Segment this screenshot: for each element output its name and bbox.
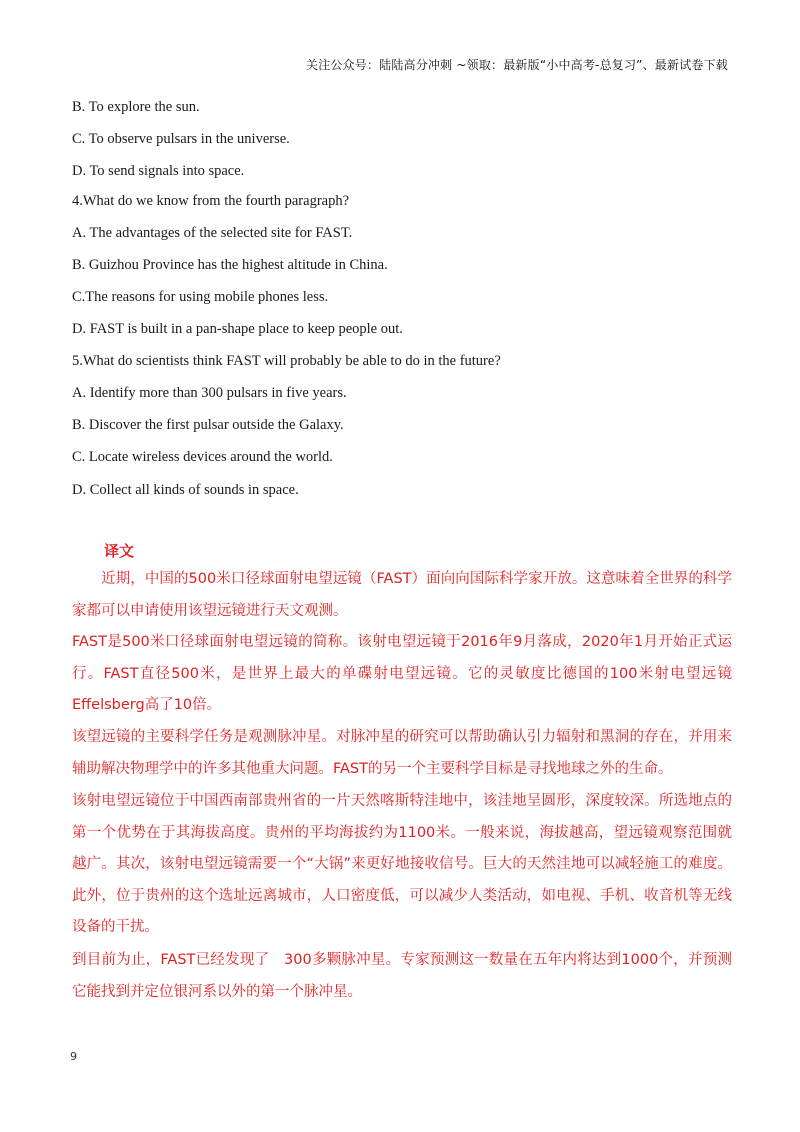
option-line: C. Locate wireless devices around the world. [72,449,333,465]
question-5: 5.What do scientists think FAST will probably be able to do in the future? [72,353,501,369]
option-line: A. Identify more than 300 pulsars in five years. [72,385,347,401]
translation-paragraph-4: 该射电望远镜位于中国西南部贵州省的一片天然喀斯特洼地中，该洼地呈圆形，深度较深。所选地点的第一个优势在于其海拔高度。贵州的平均海拔约为1100米。一般来说，海拔越高，望远镜观察范围就越广。其次，该射电望远镜需要一个“大锅”来更好地接收信号。巨大的天然洼地可以减轻施工的难度。此外，位于贵州的这个选址远离城市，人口密度低，可以减少人类活动，如电视、手机、收音机等无线设备的干扰。 [72,793,732,935]
option-line: B. To explore the sun. [72,99,200,115]
translation-paragraph-2: FAST是500米口径球面射电望远镜的简称。该射电望远镜于2016年9月落成，2020年1月开始正式运行。FAST直径500米，是世界上最大的单碟射电望远镜。它的灵敏度比德国的100米射电望远镜Effelsberg高了10倍。 [72,634,732,713]
option-line: D. Collect all kinds of sounds in space. [72,482,299,498]
option-line: A. The advantages of the selected site for FAST. [72,225,353,241]
option-line: D. To send signals into space. [72,163,245,179]
option-line: C. To observe pulsars in the universe. [72,131,290,147]
page-number: 9 [70,1050,77,1063]
page-header: 关注公众号：陆陆高分冲刺 ~领取：最新版“小中高考-总复习”、最新试卷下载 [305,58,728,72]
translation-paragraph-5: 到目前为止，FAST已经发现了 300多颗脉冲星。专家预测这一数量在五年内将达到1000个，并预测它能找到并定位银河系以外的第一个脉冲星。 [72,952,732,1000]
option-line: C.The reasons for using mobile phones less. [72,289,329,305]
option-line: D. FAST is built in a pan-shape place to keep people out. [72,321,403,337]
translation-title: 译文 [104,542,135,560]
question-4: 4.What do we know from the fourth paragraph? [72,193,350,209]
translation-paragraph-3: 该望远镜的主要科学任务是观测脉冲星。对脉冲星的研究可以帮助确认引力辐射和黑洞的存在，并用来辅助解决物理学中的许多其他重大问题。FAST的另一个主要科学目标是寻找地球之外的生命。 [72,729,732,777]
option-line: B. Discover the first pulsar outside the Galaxy. [72,417,344,433]
translation-paragraph-1: 近期，中国的500米口径球面射电望远镜（FAST）面向向国际科学家开放。这意味着全世界的科学家都可以申请使用该望远镜进行天文观测。 [72,571,732,619]
option-line: B. Guizhou Province has the highest altitude in China. [72,257,388,273]
